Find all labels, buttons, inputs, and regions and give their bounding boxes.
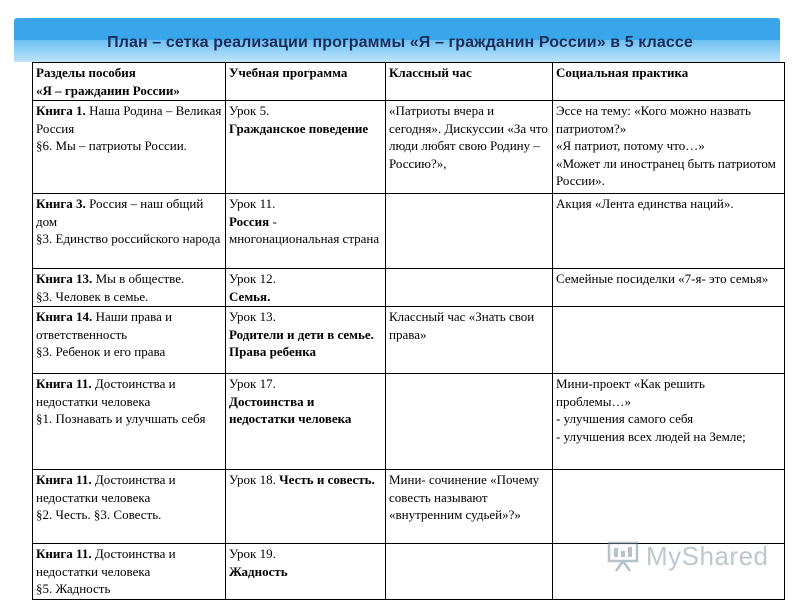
- section-cell: Книга 11. Достоинства и недостатки человека §5. Жадность: [33, 544, 226, 600]
- section-cell: Книга 14. Наши права и ответственность §3. Ребенок и его права: [33, 307, 226, 374]
- presentation-board-icon: [606, 539, 640, 573]
- table-row: [33, 307, 785, 374]
- class-hour-cell: [386, 269, 553, 307]
- practice-cell: [553, 307, 785, 374]
- section-cell: Книга 11. Достоинства и недостатки человека §1. Познавать и улучшать себя: [33, 374, 226, 470]
- table-row: [33, 269, 785, 307]
- class-hour-cell: [386, 194, 553, 269]
- watermark: [606, 536, 776, 576]
- table-header-row: [33, 63, 785, 101]
- lesson-cell: Урок 5. Гражданское поведение: [226, 101, 386, 194]
- lesson-cell: Урок 19. Жадность: [226, 544, 386, 600]
- lesson-cell: Урок 17. Достоинства и недостатки человека: [226, 374, 386, 470]
- practice-cell: Эссе на тему: «Кого можно назвать патриотом?» «Я патриот, потому что…» «Может ли иностранец быть патриотом России».: [553, 101, 785, 194]
- table-row: [33, 470, 785, 544]
- lesson-cell: Урок 11. Россия - многонациональная страна: [226, 194, 386, 269]
- practice-cell: Мини-проект «Как решить проблемы…» - улучшения самого себя - улучшения всех людей на Земле;: [553, 374, 785, 470]
- page-title: План – сетка реализации программы «Я – гражданин России» в 5 классе: [107, 34, 693, 51]
- lesson-cell: Урок 18. Честь и совесть.: [226, 470, 386, 544]
- table-row: [33, 101, 785, 194]
- plan-table: [32, 62, 785, 600]
- practice-cell: [553, 470, 785, 544]
- watermark-text: MyShared: [646, 540, 769, 571]
- header-curriculum: Учебная программа: [226, 63, 386, 101]
- class-hour-cell: [386, 544, 553, 600]
- table-row: [33, 194, 785, 269]
- class-hour-cell: [386, 374, 553, 470]
- header-class-hour: Классный час: [386, 63, 553, 101]
- table-row: [33, 374, 785, 470]
- lesson-cell: Урок 12. Семья.: [226, 269, 386, 307]
- lesson-cell: Урок 13. Родители и дети в семье. Права ребенка: [226, 307, 386, 374]
- section-cell: Книга 11. Достоинства и недостатки человека §2. Честь. §3. Совесть.: [33, 470, 226, 544]
- section-cell: Книга 3. Россия – наш общий дом §3. Единство российского народа: [33, 194, 226, 269]
- class-hour-cell: Классный час «Знать свои права»: [386, 307, 553, 374]
- class-hour-cell: Мини- сочинение «Почему совесть называют «внутренним судьей»?»: [386, 470, 553, 544]
- practice-cell: Семейные посиделки «7-я- это семья»: [553, 269, 785, 307]
- section-cell: Книга 1. Наша Родина – Великая Россия §6. Мы – патриоты России.: [33, 101, 226, 194]
- class-hour-cell: «Патриоты вчера и сегодня». Дискуссии «За что люди любят свою Родину – Россию?»,: [386, 101, 553, 194]
- header-sections: Разделы пособия «Я – гражданин России»: [33, 63, 226, 101]
- practice-cell: Акция «Лента единства наций».: [553, 194, 785, 269]
- section-cell: Книга 13. Мы в обществе. §3. Человек в семье.: [33, 269, 226, 307]
- header-social-practice: Социальная практика: [553, 63, 785, 101]
